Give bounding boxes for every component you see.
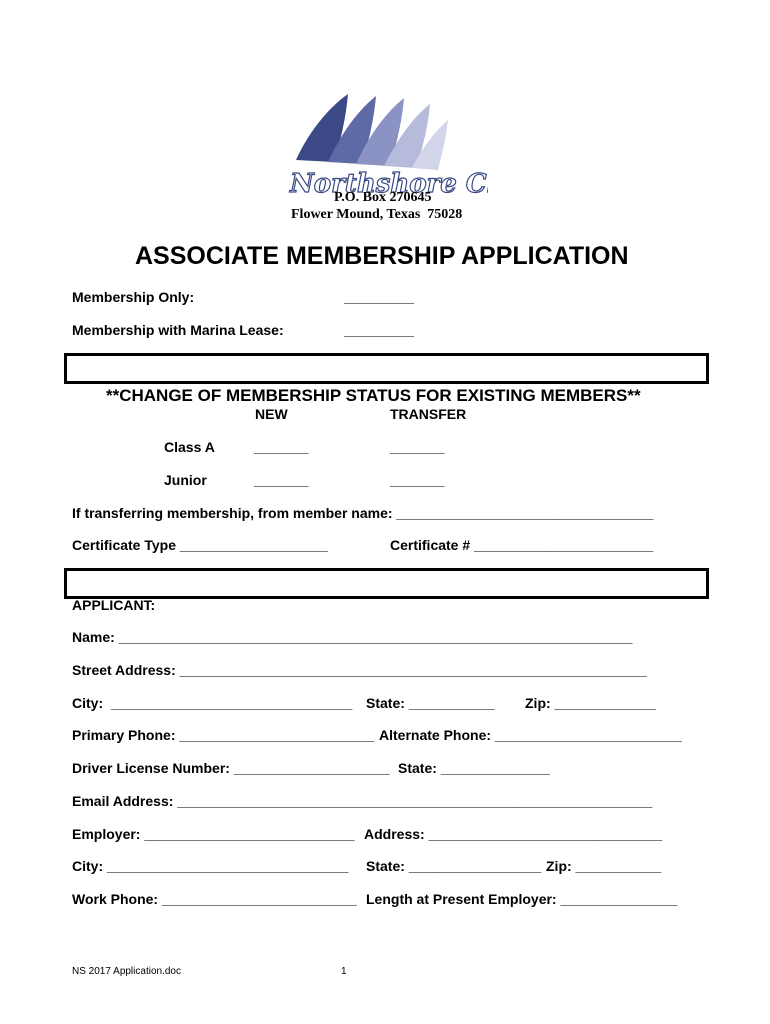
- separator-box-2: [64, 568, 709, 599]
- class-a-label: Class A: [164, 439, 215, 455]
- transfer-from-field[interactable]: If transferring membership, from member name: _________________________________: [72, 505, 654, 521]
- email-field[interactable]: Email Address: _____________________________________________________________: [72, 793, 653, 809]
- work-phone-field[interactable]: Work Phone: _________________________: [72, 891, 357, 907]
- employer-state-field[interactable]: State: _________________: [366, 858, 542, 874]
- employer-field[interactable]: Employer: ___________________________: [72, 826, 355, 842]
- membership-marina-label: Membership with Marina Lease:: [72, 322, 284, 338]
- employer-zip-field[interactable]: Zip: ___________: [546, 858, 662, 874]
- class-a-transfer-field[interactable]: _______: [390, 439, 445, 455]
- applicant-heading: APPLICANT:: [72, 597, 156, 613]
- primary-phone-field[interactable]: Primary Phone: _________________________: [72, 727, 375, 743]
- footer-page-number: 1: [341, 966, 347, 977]
- separator-box-1: [64, 353, 709, 384]
- driver-license-field[interactable]: Driver License Number: ____________________: [72, 760, 390, 776]
- membership-only-field[interactable]: _________: [344, 289, 415, 305]
- col-transfer-header: TRANSFER: [390, 406, 467, 422]
- employer-address-field[interactable]: Address: ______________________________: [364, 826, 663, 842]
- certificate-number-field[interactable]: Certificate # _______________________: [390, 537, 654, 553]
- class-a-new-field[interactable]: _______: [254, 439, 309, 455]
- status-heading: **CHANGE OF MEMBERSHIP STATUS FOR EXISTING MEMBERS**: [106, 386, 641, 405]
- col-new-header: NEW: [255, 406, 288, 422]
- sailboat-logo-icon: [288, 88, 488, 198]
- zip-field[interactable]: Zip: _____________: [525, 695, 656, 711]
- membership-marina-field[interactable]: _________: [344, 322, 415, 338]
- junior-label: Junior: [164, 472, 207, 488]
- address-line-1: P.O. Box 270645: [334, 190, 432, 205]
- junior-transfer-field[interactable]: _______: [390, 472, 445, 488]
- footer-filename: NS 2017 Application.doc: [72, 966, 181, 977]
- junior-new-field[interactable]: _______: [254, 472, 309, 488]
- logo-text: Northshore C: [290, 169, 487, 198]
- northshore-club-logo: [288, 88, 488, 198]
- street-address-field[interactable]: Street Address: ____________________________________________________________: [72, 662, 647, 678]
- certificate-type-field[interactable]: Certificate Type ___________________: [72, 537, 328, 553]
- alternate-phone-field[interactable]: Alternate Phone: ________________________: [379, 727, 682, 743]
- address-line-2: Flower Mound, Texas 75028: [291, 207, 463, 222]
- membership-only-label: Membership Only:: [72, 289, 195, 305]
- city-field[interactable]: City: _______________________________: [72, 695, 353, 711]
- dl-state-field[interactable]: State: ______________: [398, 760, 550, 776]
- employer-city-field[interactable]: City: _______________________________: [72, 858, 349, 874]
- length-employer-field[interactable]: Length at Present Employer: _______________: [366, 891, 678, 907]
- name-field[interactable]: Name: __________________________________________________________________: [72, 629, 633, 645]
- state-field[interactable]: State: ___________: [366, 695, 495, 711]
- page-title: ASSOCIATE MEMBERSHIP APPLICATION: [135, 242, 629, 270]
